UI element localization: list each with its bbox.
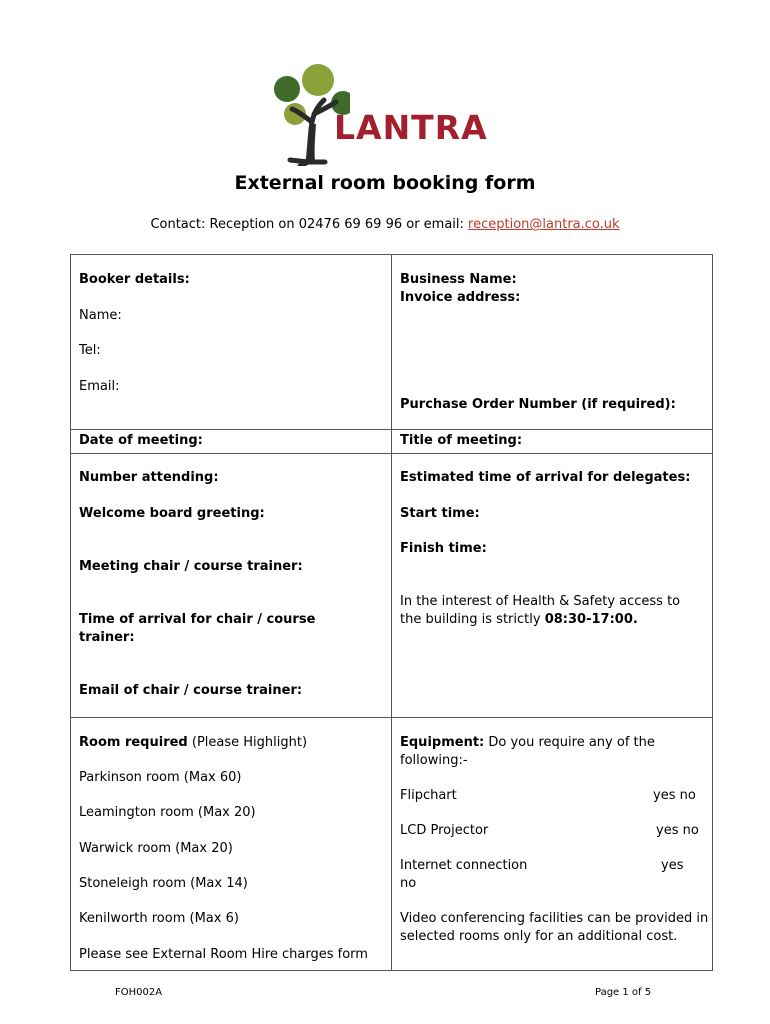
access-hours: 08:30-17:00. <box>544 612 638 627</box>
equipment-internet-label: Internet connection <box>400 858 528 873</box>
row-divider <box>71 429 712 430</box>
page-title: External room booking form <box>234 172 536 194</box>
contact-email-link[interactable]: reception@lantra.co.uk <box>468 217 620 232</box>
equipment-flipchart-options[interactable]: yes no <box>653 788 696 803</box>
welcome-board-label: Welcome board greeting: <box>79 506 265 521</box>
equipment-projector-label: LCD Projector <box>400 823 489 838</box>
equipment-label: Equipment: <box>400 735 485 750</box>
name-label: Name: <box>79 308 122 323</box>
video-conferencing-note: Video conferencing facilities can be provided in selected rooms only for an additional cost. <box>400 911 709 944</box>
business-name-label: Business Name: <box>400 272 517 287</box>
po-number-label: Purchase Order Number (if required): <box>400 397 676 412</box>
form-code: FOH002A <box>115 987 163 998</box>
health-safety-notice <box>400 593 705 629</box>
contact-text: Contact: Reception on 02476 69 69 96 or email: <box>150 217 469 232</box>
booking-form-table <box>70 254 713 971</box>
room-option[interactable]: Leamington room (Max 20) <box>79 805 256 820</box>
page-number: Page 1 of 5 <box>595 987 652 998</box>
equipment-heading <box>400 734 700 770</box>
health-safety-text: In the interest of Health & Safety access to the building is strictly <box>400 594 681 627</box>
row-divider <box>71 717 712 718</box>
room-option[interactable]: Warwick room (Max 20) <box>79 841 233 856</box>
start-time-label: Start time: <box>400 506 480 521</box>
equipment-internet-yes[interactable]: yes <box>661 858 684 873</box>
room-option[interactable]: Stoneleigh room (Max 14) <box>79 876 248 891</box>
equipment-projector-options[interactable]: yes no <box>656 823 699 838</box>
email-label: Email: <box>79 379 120 394</box>
lantra-logo <box>270 62 510 166</box>
tel-label: Tel: <box>79 343 101 358</box>
contact-line <box>0 217 770 232</box>
room-hire-charges-note: Please see External Room Hire charges form <box>79 947 368 962</box>
delegate-arrival-label: Estimated time of arrival for delegates: <box>400 470 691 485</box>
equipment-note: Do you require any of the following:- <box>400 735 655 768</box>
number-attending-label: Number attending: <box>79 470 219 485</box>
logo-wordmark: LANTRA <box>334 108 488 147</box>
equipment-flipchart-label: Flipchart <box>400 788 457 803</box>
room-required-heading <box>79 734 307 752</box>
invoice-address-label: Invoice address: <box>400 290 521 305</box>
date-of-meeting-label: Date of meeting: <box>79 433 203 448</box>
room-required-label: Room required <box>79 735 188 750</box>
room-option[interactable]: Parkinson room (Max 60) <box>79 770 242 785</box>
booker-details-heading: Booker details: <box>79 272 190 287</box>
chair-email-label: Email of chair / course trainer: <box>79 683 303 698</box>
equipment-internet-no[interactable]: no <box>400 876 417 891</box>
room-required-note: (Please Highlight) <box>187 735 308 750</box>
title-of-meeting-label: Title of meeting: <box>400 433 523 448</box>
room-option[interactable]: Kenilworth room (Max 6) <box>79 911 239 926</box>
chair-arrival-label: Time of arrival for chair / course trainer: <box>79 612 316 645</box>
meeting-chair-label: Meeting chair / course trainer: <box>79 559 303 574</box>
finish-time-label: Finish time: <box>400 541 487 556</box>
row-divider <box>71 453 712 454</box>
column-divider <box>391 255 392 970</box>
